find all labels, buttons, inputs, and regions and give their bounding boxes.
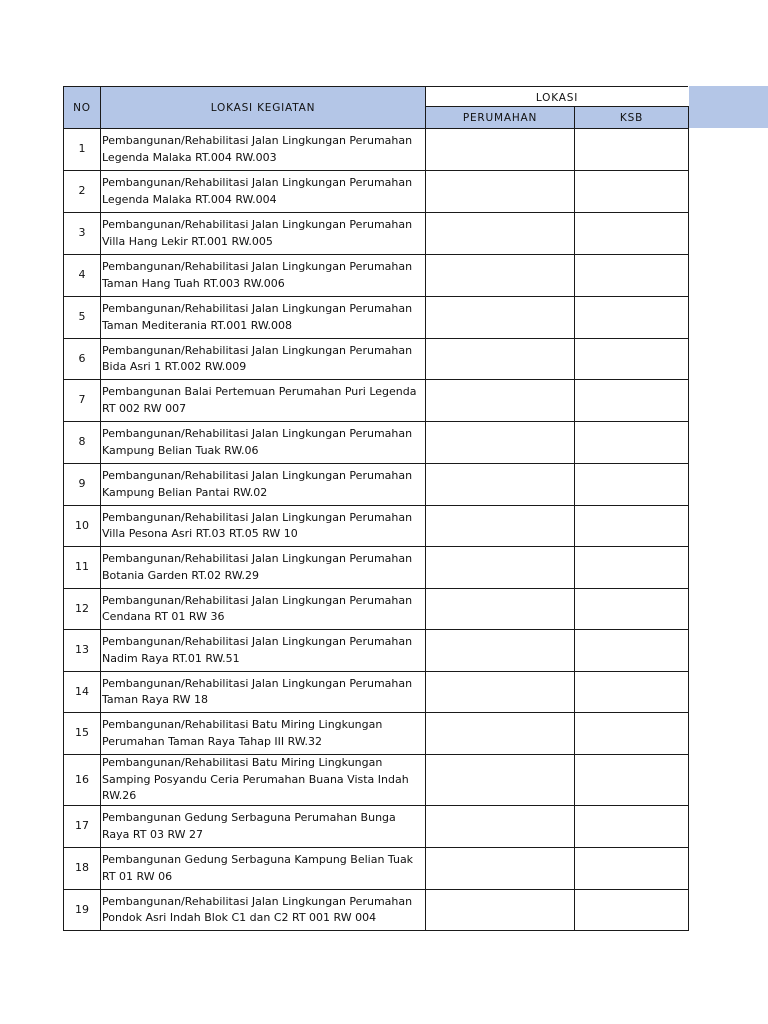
row-number: 3 — [64, 213, 101, 255]
row-number: 5 — [64, 297, 101, 339]
table-row — [64, 755, 689, 806]
row-ksb-cell — [575, 213, 689, 255]
row-lokasi-kegiatan: Pembangunan/Rehabilitasi Jalan Lingkungan Perumahan Kampung Belian Pantai RW.02 — [101, 464, 426, 506]
table-row — [64, 380, 689, 422]
table-row — [64, 630, 689, 672]
row-ksb-cell — [575, 755, 689, 806]
table-row — [64, 422, 689, 464]
table-row — [64, 464, 689, 506]
row-ksb-cell — [575, 171, 689, 213]
row-lokasi-kegiatan: Pembangunan/Rehabilitasi Jalan Lingkungan Perumahan Cendana RT 01 RW 36 — [101, 589, 426, 630]
table-row — [64, 713, 689, 755]
row-perumahan-cell — [426, 890, 575, 931]
row-perumahan-cell — [426, 547, 575, 589]
row-ksb-cell — [575, 464, 689, 506]
table-row — [64, 171, 689, 213]
table-row — [64, 547, 689, 589]
table-row — [64, 806, 689, 848]
row-number: 9 — [64, 464, 101, 506]
row-lokasi-kegiatan: Pembangunan/Rehabilitasi Jalan Lingkungan Perumahan Taman Raya RW 18 — [101, 672, 426, 713]
row-lokasi-kegiatan: Pembangunan/Rehabilitasi Jalan Lingkungan Perumahan Legenda Malaka RT.004 RW.003 — [101, 129, 426, 171]
table-row — [64, 589, 689, 630]
table-row — [64, 255, 689, 297]
row-ksb-cell — [575, 129, 689, 171]
row-lokasi-kegiatan: Pembangunan/Rehabilitasi Batu Miring Lingkungan Perumahan Taman Raya Tahap III RW.32 — [101, 713, 426, 755]
header-no: NO — [64, 87, 101, 129]
row-perumahan-cell — [426, 422, 575, 464]
row-ksb-cell — [575, 339, 689, 380]
row-lokasi-kegiatan: Pembangunan/Rehabilitasi Jalan Lingkungan Perumahan Taman Mediterania RT.001 RW.008 — [101, 297, 426, 339]
row-ksb-cell — [575, 547, 689, 589]
row-perumahan-cell — [426, 171, 575, 213]
kegiatan-table — [63, 86, 689, 931]
table-row — [64, 339, 689, 380]
row-ksb-cell — [575, 297, 689, 339]
row-number: 1 — [64, 129, 101, 171]
row-ksb-cell — [575, 713, 689, 755]
table-header — [64, 87, 689, 129]
row-number: 15 — [64, 713, 101, 755]
row-lokasi-kegiatan: Pembangunan Gedung Serbaguna Perumahan Bunga Raya RT 03 RW 27 — [101, 806, 426, 848]
row-lokasi-kegiatan: Pembangunan/Rehabilitasi Jalan Lingkungan Perumahan Taman Hang Tuah RT.003 RW.006 — [101, 255, 426, 297]
row-lokasi-kegiatan: Pembangunan Balai Pertemuan Perumahan Puri Legenda RT 002 RW 007 — [101, 380, 426, 422]
row-ksb-cell — [575, 806, 689, 848]
row-perumahan-cell — [426, 589, 575, 630]
row-ksb-cell — [575, 848, 689, 890]
header-ksb: KSB — [575, 107, 689, 129]
table-body — [64, 129, 689, 931]
table-row — [64, 129, 689, 171]
table-row — [64, 213, 689, 255]
row-lokasi-kegiatan: Pembangunan/Rehabilitasi Jalan Lingkungan Perumahan Botania Garden RT.02 RW.29 — [101, 547, 426, 589]
row-lokasi-kegiatan: Pembangunan/Rehabilitasi Jalan Lingkungan Perumahan Nadim Raya RT.01 RW.51 — [101, 630, 426, 672]
row-lokasi-kegiatan: Pembangunan/Rehabilitasi Jalan Lingkungan Perumahan Kampung Belian Tuak RW.06 — [101, 422, 426, 464]
row-perumahan-cell — [426, 213, 575, 255]
row-number: 2 — [64, 171, 101, 213]
row-lokasi-kegiatan: Pembangunan/Rehabilitasi Jalan Lingkungan Perumahan Legenda Malaka RT.004 RW.004 — [101, 171, 426, 213]
row-perumahan-cell — [426, 755, 575, 806]
row-number: 7 — [64, 380, 101, 422]
row-number: 11 — [64, 547, 101, 589]
table-row — [64, 890, 689, 931]
row-perumahan-cell — [426, 806, 575, 848]
row-lokasi-kegiatan: Pembangunan Gedung Serbaguna Kampung Belian Tuak RT 01 RW 06 — [101, 848, 426, 890]
table-row — [64, 848, 689, 890]
row-ksb-cell — [575, 422, 689, 464]
row-number: 18 — [64, 848, 101, 890]
row-ksb-cell — [575, 890, 689, 931]
row-perumahan-cell — [426, 630, 575, 672]
row-ksb-cell — [575, 380, 689, 422]
row-number: 17 — [64, 806, 101, 848]
row-perumahan-cell — [426, 464, 575, 506]
row-perumahan-cell — [426, 297, 575, 339]
row-perumahan-cell — [426, 129, 575, 171]
row-ksb-cell — [575, 630, 689, 672]
table-row — [64, 672, 689, 713]
row-number: 12 — [64, 589, 101, 630]
row-perumahan-cell — [426, 506, 575, 547]
header-lokasi: LOKASI — [426, 87, 689, 107]
row-ksb-cell — [575, 589, 689, 630]
row-ksb-cell — [575, 672, 689, 713]
row-ksb-cell — [575, 255, 689, 297]
row-perumahan-cell — [426, 380, 575, 422]
row-perumahan-cell — [426, 339, 575, 380]
row-ksb-cell — [575, 506, 689, 547]
row-perumahan-cell — [426, 713, 575, 755]
row-lokasi-kegiatan: Pembangunan/Rehabilitasi Jalan Lingkungan Perumahan Villa Hang Lekir RT.001 RW.005 — [101, 213, 426, 255]
row-number: 19 — [64, 890, 101, 931]
header-fill-extension — [688, 86, 768, 128]
row-lokasi-kegiatan: Pembangunan/Rehabilitasi Batu Miring Lingkungan Samping Posyandu Ceria Perumahan Buana Vista Indah RW.26 — [101, 755, 426, 806]
row-number: 10 — [64, 506, 101, 547]
table-row — [64, 506, 689, 547]
row-perumahan-cell — [426, 672, 575, 713]
row-lokasi-kegiatan: Pembangunan/Rehabilitasi Jalan Lingkungan Perumahan Villa Pesona Asri RT.03 RT.05 RW 10 — [101, 506, 426, 547]
row-number: 14 — [64, 672, 101, 713]
row-lokasi-kegiatan: Pembangunan/Rehabilitasi Jalan Lingkungan Perumahan Pondok Asri Indah Blok C1 dan C2 RT 001 RW 004 — [101, 890, 426, 931]
table-row — [64, 297, 689, 339]
header-perumahan: PERUMAHAN — [426, 107, 575, 129]
row-perumahan-cell — [426, 848, 575, 890]
row-lokasi-kegiatan: Pembangunan/Rehabilitasi Jalan Lingkungan Perumahan Bida Asri 1 RT.002 RW.009 — [101, 339, 426, 380]
row-number: 13 — [64, 630, 101, 672]
row-number: 6 — [64, 339, 101, 380]
row-number: 8 — [64, 422, 101, 464]
row-number: 16 — [64, 755, 101, 806]
row-perumahan-cell — [426, 255, 575, 297]
header-lokasi-kegiatan: LOKASI KEGIATAN — [101, 87, 426, 129]
row-number: 4 — [64, 255, 101, 297]
